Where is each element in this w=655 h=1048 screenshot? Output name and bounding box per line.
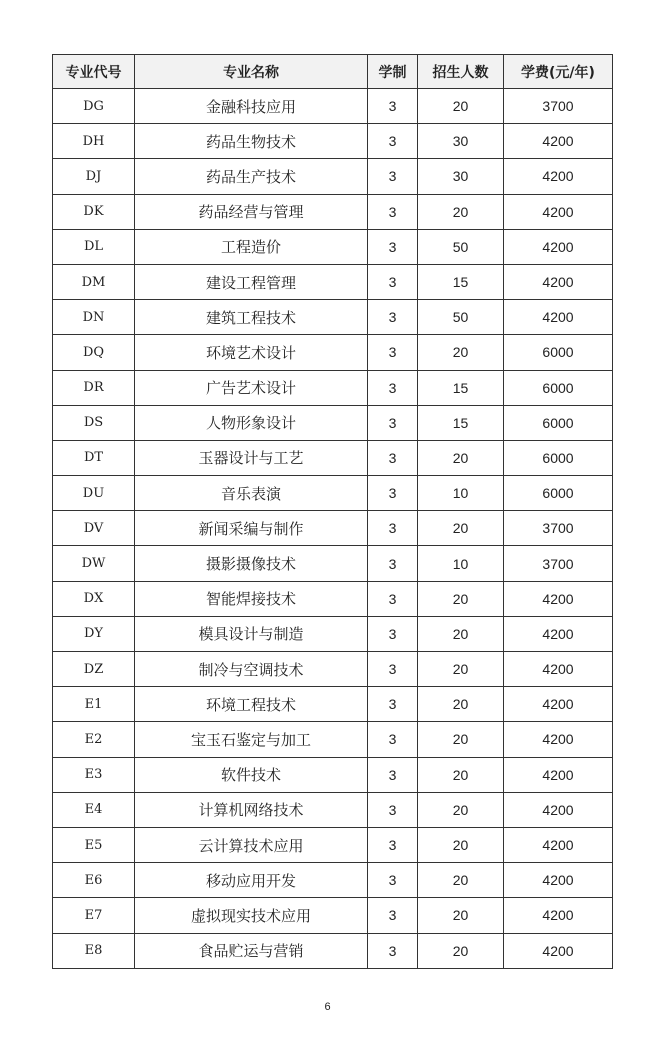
cell-code: DV [53,511,135,546]
cell-enrollment: 20 [418,194,504,229]
cell-name: 广告艺术设计 [135,370,368,405]
cell-enrollment: 50 [418,300,504,335]
table-row [53,722,613,757]
cell-name: 玉器设计与工艺 [135,440,368,475]
cell-name: 药品生产技术 [135,159,368,194]
cell-code: DT [53,440,135,475]
cell-enrollment: 20 [418,757,504,792]
cell-code: DX [53,581,135,616]
cell-name: 新闻采编与制作 [135,511,368,546]
header-tuition: 学费(元/年) [504,55,613,89]
table-row [53,933,613,968]
cell-tuition: 4200 [504,616,613,651]
cell-name: 人物形象设计 [135,405,368,440]
cell-name: 建筑工程技术 [135,300,368,335]
cell-tuition: 4200 [504,124,613,159]
cell-name: 食品贮运与营销 [135,933,368,968]
cell-tuition: 6000 [504,370,613,405]
cell-name: 工程造价 [135,229,368,264]
cell-tuition: 3700 [504,511,613,546]
cell-years: 3 [368,827,418,862]
table-row [53,687,613,722]
cell-code: DW [53,546,135,581]
cell-code: DH [53,124,135,159]
cell-code: E3 [53,757,135,792]
cell-enrollment: 15 [418,370,504,405]
cell-enrollment: 20 [418,616,504,651]
cell-enrollment: 20 [418,863,504,898]
cell-enrollment: 20 [418,335,504,370]
table-row [53,159,613,194]
cell-name: 环境工程技术 [135,687,368,722]
cell-years: 3 [368,863,418,898]
cell-years: 3 [368,616,418,651]
cell-tuition: 4200 [504,792,613,827]
table-row [53,757,613,792]
cell-years: 3 [368,159,418,194]
table-row [53,300,613,335]
table-row [53,792,613,827]
cell-code: DS [53,405,135,440]
cell-name: 计算机网络技术 [135,792,368,827]
cell-name: 云计算技术应用 [135,827,368,862]
cell-years: 3 [368,687,418,722]
cell-name: 虚拟现实技术应用 [135,898,368,933]
cell-enrollment: 20 [418,933,504,968]
header-enrollment: 招生人数 [418,55,504,89]
cell-tuition: 4200 [504,687,613,722]
cell-name: 摄影摄像技术 [135,546,368,581]
cell-tuition: 4200 [504,581,613,616]
cell-tuition: 4200 [504,300,613,335]
cell-enrollment: 20 [418,89,504,124]
table-row [53,616,613,651]
cell-tuition: 3700 [504,546,613,581]
cell-years: 3 [368,194,418,229]
cell-years: 3 [368,898,418,933]
cell-code: DY [53,616,135,651]
cell-years: 3 [368,757,418,792]
cell-years: 3 [368,476,418,511]
cell-tuition: 4200 [504,898,613,933]
cell-code: DN [53,300,135,335]
cell-code: DU [53,476,135,511]
table-body [53,89,613,969]
header-row [53,55,613,89]
cell-tuition: 4200 [504,757,613,792]
table-row [53,581,613,616]
cell-years: 3 [368,722,418,757]
cell-tuition: 4200 [504,652,613,687]
header-years: 学制 [368,55,418,89]
cell-code: DJ [53,159,135,194]
table-row [53,229,613,264]
cell-code: E8 [53,933,135,968]
cell-tuition: 6000 [504,440,613,475]
header-name: 专业名称 [135,55,368,89]
cell-tuition: 4200 [504,159,613,194]
cell-code: DM [53,264,135,299]
cell-enrollment: 20 [418,687,504,722]
cell-name: 环境艺术设计 [135,335,368,370]
cell-name: 药品经营与管理 [135,194,368,229]
cell-years: 3 [368,89,418,124]
cell-years: 3 [368,300,418,335]
table-row [53,476,613,511]
cell-enrollment: 15 [418,264,504,299]
table-row [53,827,613,862]
cell-enrollment: 15 [418,405,504,440]
cell-code: E2 [53,722,135,757]
cell-name: 建设工程管理 [135,264,368,299]
cell-tuition: 4200 [504,863,613,898]
cell-code: E5 [53,827,135,862]
table-header [53,55,613,89]
cell-enrollment: 20 [418,511,504,546]
cell-years: 3 [368,933,418,968]
cell-years: 3 [368,792,418,827]
cell-years: 3 [368,335,418,370]
cell-enrollment: 30 [418,159,504,194]
cell-enrollment: 20 [418,722,504,757]
cell-tuition: 4200 [504,229,613,264]
cell-tuition: 4200 [504,933,613,968]
cell-tuition: 4200 [504,194,613,229]
cell-tuition: 4200 [504,264,613,299]
table-row [53,405,613,440]
cell-enrollment: 20 [418,440,504,475]
table-row [53,194,613,229]
cell-code: DZ [53,652,135,687]
cell-code: DQ [53,335,135,370]
cell-years: 3 [368,124,418,159]
table-row [53,863,613,898]
cell-name: 模具设计与制造 [135,616,368,651]
cell-name: 制冷与空调技术 [135,652,368,687]
cell-code: E7 [53,898,135,933]
cell-name: 移动应用开发 [135,863,368,898]
table-row [53,546,613,581]
cell-years: 3 [368,546,418,581]
cell-enrollment: 10 [418,476,504,511]
cell-tuition: 6000 [504,335,613,370]
cell-code: E1 [53,687,135,722]
cell-code: DL [53,229,135,264]
cell-code: DR [53,370,135,405]
cell-tuition: 6000 [504,405,613,440]
cell-code: E6 [53,863,135,898]
cell-years: 3 [368,511,418,546]
cell-enrollment: 50 [418,229,504,264]
cell-name: 音乐表演 [135,476,368,511]
cell-tuition: 4200 [504,827,613,862]
table-row [53,124,613,159]
header-code: 专业代号 [53,55,135,89]
cell-name: 金融科技应用 [135,89,368,124]
cell-enrollment: 30 [418,124,504,159]
cell-years: 3 [368,264,418,299]
cell-years: 3 [368,229,418,264]
table-row [53,370,613,405]
cell-tuition: 3700 [504,89,613,124]
cell-years: 3 [368,581,418,616]
page-number: 6 [324,1001,331,1013]
cell-years: 3 [368,440,418,475]
cell-name: 药品生物技术 [135,124,368,159]
cell-enrollment: 20 [418,827,504,862]
table-row [53,264,613,299]
cell-code: DG [53,89,135,124]
cell-enrollment: 20 [418,792,504,827]
cell-years: 3 [368,652,418,687]
table-row [53,89,613,124]
table-row [53,440,613,475]
cell-name: 智能焊接技术 [135,581,368,616]
cell-name: 宝玉石鉴定与加工 [135,722,368,757]
cell-code: E4 [53,792,135,827]
table-row [53,511,613,546]
cell-code: DK [53,194,135,229]
cell-tuition: 6000 [504,476,613,511]
cell-enrollment: 20 [418,581,504,616]
cell-enrollment: 10 [418,546,504,581]
cell-name: 软件技术 [135,757,368,792]
table-row [53,652,613,687]
majors-table [52,54,613,969]
cell-years: 3 [368,370,418,405]
cell-enrollment: 20 [418,652,504,687]
table-row [53,335,613,370]
cell-enrollment: 20 [418,898,504,933]
cell-tuition: 4200 [504,722,613,757]
table-row [53,898,613,933]
cell-years: 3 [368,405,418,440]
